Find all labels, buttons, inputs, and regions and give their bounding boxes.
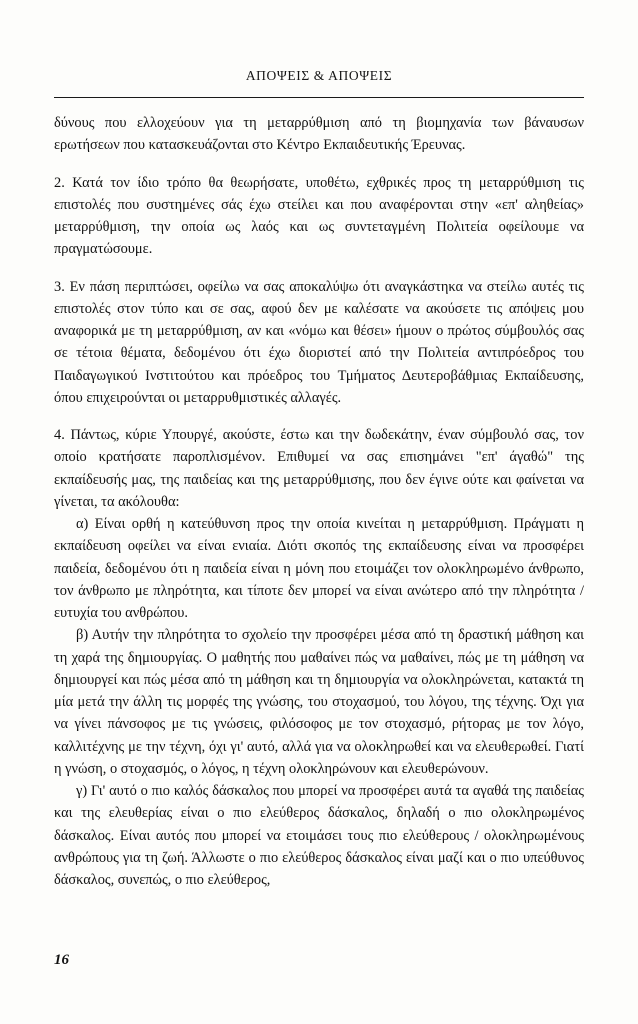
paragraph-3: 3. Εν πάση περιπτώσει, οφείλω να σας αποκαλύψω ότι αναγκάστηκα να στείλω αυτές τις επιστολές στον τύπο και σε σας, αφού δεν με καλέσατε να ακούσετε τις απόψεις μου αναφορικά με τη μεταρρύθμιση, αν και «νόμω και θέσει» ήμουν ο πρώτος σύμβουλός σας σε τέτοια θέματα, δεδομένου ότι έχω διοριστεί από την Πολιτεία αντιπρόεδρος του Παιδαγωγικού Ινστιτούτου και πρόεδρος του Τμήματος Δευτεροβάθμιας Εκπαίδευσης, όπου επιχειρούνται οι μεταρρυθμιστικές αλλαγές. bbox=[54, 278, 584, 406]
header-rule bbox=[54, 97, 584, 98]
page-number: 16 bbox=[54, 952, 69, 968]
paragraph-item-b: β) Αυτήν την πληρότητα το σχολείο την προσφέρει μέσα από τη δραστική μάθηση και τη χαρά της δημιουργίας. Ο μαθητής που μαθαίνει πώς να μαθαίνει, πώς με τη μάθηση να δημιουργεί και πώς μέσα από τη μάθηση και τη δημιουργία να ολοκληρώνεται, κατακτά τη μία μετά την άλλη τις μορφές της γνώσης, του στοχασμού, του λόγου, της τέχνης. Όχι για να γίνει πάνσοφος με τις γνώσεις, φιλόσοφος με τον στοχασμό, ρήτορας με τον λόγο, καλλιτέχνης με την τέχνη, όχι γι' αυτό, αλλά για να ολοκληρωθεί και να ελευθερωθεί. Γιατί η γνώση, ο στοχασμός, ο λόγος, η τέχνη ολοκληρώνουν και ελευθερώνουν. bbox=[54, 627, 584, 777]
paragraph-4: 4. Πάντως, κύριε Υπουργέ, ακούστε, έστω και την δωδεκάτην, έναν σύμβουλό σας, τον οποίο κρατήσατε παροπλισμένον. Επιθυμεί να σας επισημάνει "επ' άγαθώ" της εκπαίδευσής μας, της παιδείας και της μεταρρύθμισης, που δεν έγινε ούτε και φαίνεται να γίνεται, τα ακόλουθα: bbox=[54, 427, 584, 510]
running-head: ΑΠΟΨΕΙΣ & ΑΠΟΨΕΙΣ bbox=[245, 68, 393, 83]
paragraph-continued: δύνους που ελλοχεύουν για τη μεταρρύθμιση από τη βιομηχανία των βάναυσων ερωτήσεων που κατασκευάζονται στο Κέντρο Εκπαιδευτικής Έρευνας. bbox=[54, 115, 584, 154]
paragraph-2: 2. Κατά τον ίδιο τρόπο θα θεωρήσατε, υποθέτω, εχθρικές προς τη μεταρρύθμιση τις επιστολές που συστημένες σάς έχω στείλει και που αναφέρονται στην «επ' αληθείας» μεταρρύθμιση, την οποία ως λαός και ως συντεταγμένη Πολιτεία οφείλουμε να πραγματώσουμε. bbox=[54, 174, 584, 258]
paragraph-item-c: γ) Γι' αυτό ο πιο καλός δάσκαλος που μπορεί να προσφέρει αυτά τα αγαθά της παιδείας και της ελευθερίας είναι ο πιο ελεύθερος δάσκαλος, δηλαδή ο πιο ολοκληρωμένος δάσκαλος. Είναι αυτός που μπορεί να ετοιμάσει τους πιο ελεύθερους / ολοκληρωμένους ανθρώπους για τη ζωή. Άλλωστε ο πιο ελεύθερος δάσκαλος είναι μαζί και ο πιο υπεύθυνος δάσκαλος, συνεπώς, ο πιο ελεύθερος, bbox=[54, 783, 584, 888]
page-body bbox=[54, 112, 584, 891]
paragraph-item-a: α) Είναι ορθή η κατεύθυνση προς την οποία κινείται η μεταρρύθμιση. Πράγματι η εκπαίδευση οφείλει να είναι ενιαία. Διότι σκοπός της εκπαίδευσης είναι να προσφέρει παιδεία, δεδομένου ότι η παιδεία είναι η μόνη που ετοιμάζει τον ολοκληρωμένο άνθρωπο, τον άνθρωπο με πληρότητα, και τίποτε δεν μπορεί να είναι ανώτερο από την πληρότητα / ευτυχία του ανθρώπου. bbox=[54, 516, 584, 621]
